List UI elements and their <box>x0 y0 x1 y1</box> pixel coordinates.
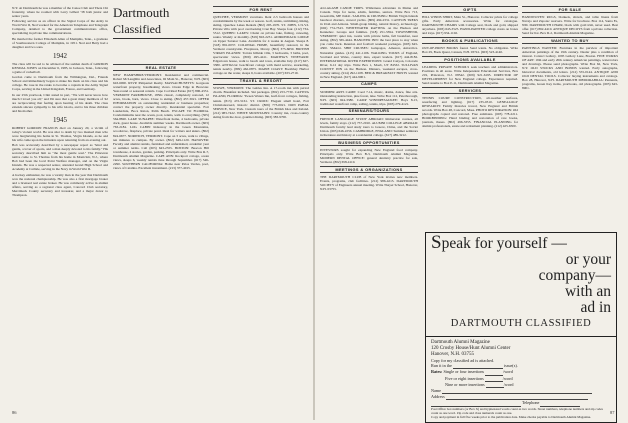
classified-ad-text: LEADING PRIVATE SCHOOLS seek teachers and administrators. Positions in all areas. Write Independent Educational Services, Box 219, Princeton, N.J. 08542. (609) 921-6195. DIRECTOR OF DEVELOPMENT for New England college. Experience required. Send resume to Box P-11, Dartmouth Alumni Magazine. <box>422 64 518 85</box>
form-address-line: 120 Crosby House/Hunt Alumni Center <box>431 346 511 351</box>
real-estate-column <box>113 62 209 408</box>
form-address-line: Dartmouth Alumni Magazine <box>431 340 490 345</box>
page-number-right: 87 <box>610 410 615 415</box>
section-heading-travel: TRAVEL & RESORT <box>213 78 309 85</box>
form-issues-label: issue(s). <box>503 363 518 369</box>
rate-description: Single or four insertions <box>443 369 485 375</box>
promo-line-1-text: peak for yourself — <box>441 235 567 252</box>
obituary-column <box>12 6 108 408</box>
class-year-heading: 1945 <box>53 115 67 124</box>
address-input-2[interactable] <box>431 400 521 406</box>
classified-ad-text: OUT-OF-PRINT BOOKS found. Send wants. No obligation. Write Box 29, Book Quest, Canaan, N.H. 03741. (603) 523-4140. <box>422 45 518 54</box>
section-heading-books: BOOKS & PUBLICATIONS <box>422 37 518 44</box>
promo-line-5: ad in <box>580 299 611 316</box>
section-heading-wanted: WANTED TO BUY <box>522 37 618 44</box>
form-run-label: Run it in the <box>431 363 452 369</box>
address-label: Address <box>431 394 445 400</box>
form-fine-print: Copy and payment in full five weeks prior to the publication date. Make checks payable to Dartmouth Alumni Magazine. <box>431 415 592 420</box>
rent-travel-column <box>213 6 309 408</box>
classified-ad-text: SUMMER ARTS CAMP: Coed 7-14, music, drama, dance, fine arts. Outstanding instruction, pine forest, lake. Write Box 112, Peterborough, N.H. (603) 924-3380. CAMP WINNIPESAUKEE: Boys 8-15, traditional waterfront camp, sailing, tennis, trips. (603) 279-4121. <box>320 89 418 106</box>
section-heading-for-rent: FOR RENT <box>213 6 309 13</box>
obit-paragraph: He married the former Elizabeth Allen of Memphis, Tenn., a graduate of Southwestern College of Memphis, in 1951. Ned and Betty had a daughter and two sons. <box>12 36 108 49</box>
classified-ad-text: STOWE, VERMONT. The Gables Inn. A 17-room inn with period charm. Breakfast included. Ski packages. (802) 253-7730. CAPTIVA ISLAND, FLORIDA: 'Tween Waters Inn, Gulf-front cottages, fishing, tennis. (813) 472-5161. ST. CROIX: Elegant small hotel, Fort Christiansvaerd, historic district. (809) 773-0021. DON PAHAL SERVICE, New York. Custom tours of the British Isles and Ireland. (212) 983-7422. WHITE MOUNTAINS: Country inn, cross-country skiing from the door, gourmet dining. (603) 383-9700. <box>213 86 309 119</box>
promo-initial: S <box>431 232 442 253</box>
section-heading-services: SERVICES <box>422 87 518 94</box>
promo-line-2: or your <box>565 251 611 268</box>
classified-ad-text: PAINTINGS WANTED: Furniture in the purview of important American paintings of the 19th century. Dealer plus a condition of interest. Contact Gallery, 1095 Gallery Lane, Boston. FINE WORKS OF ART: 19th and early 20th century American paintings, watercolors and drawings. Please send photographs. Write Box 62, New York, N.Y. OLD STOCKS AND BONDS wanted. Early autographs, historical documents, old letters. (212) 555-0144. ANTIQUE AND OLD DENTAL TOOLS. Collector buying instruments and catalogs. Box 28, Hanover, N.H. DARTMOUTH MEMORABILIA: Pennants, programs, Green Key items, yearbooks, old photographs. (603) 643-8901. <box>522 45 618 91</box>
advertise-promo-box <box>425 232 617 420</box>
form-copy-label: Copy for my classified ad is attached. <box>431 358 495 363</box>
section-heading-positions: POSITIONS AVAILABLE <box>422 56 518 63</box>
section-heading-camps: CAMPS <box>320 81 418 88</box>
class-year-heading: 1942 <box>53 51 67 60</box>
rate-description: Nine or more insertions <box>445 381 485 387</box>
form-fine-print: Post Office box numbers (or Box X) and hyphenated words count as two words. Street numbers, telephone numbers and zip codes count as one word. Zip code and class numerals count as one. <box>431 406 603 415</box>
section-heading-for-sale: FOR SALE <box>522 6 618 13</box>
obit-paragraph: Following service as an officer in the Signal Corps of the Army in World War II, Ned worked for the American Telephone and Telegraph Company, detailed to the government communications office, specializing in private line communications. <box>12 19 108 36</box>
promo-brand: DARTMOUTH CLASSIFIED <box>450 318 592 329</box>
sale-wanted-column <box>522 6 618 228</box>
section-heading-seminars: SEMINARS/TOURS <box>320 108 418 115</box>
obit-paragraph: Gordon came to Dartmouth from the Wilmington, Del., Friends School and immediately began to make his mark on his class and his college. He rose in the ranks to become a captain in the Army Signal Corps, serving in the United Kingdom, France, and Germany. <box>12 75 108 92</box>
section-heading-meetings: MEETINGS & ORGANIZATIONS <box>320 166 418 173</box>
classified-masthead <box>113 6 209 39</box>
promo-headline-frame <box>425 232 617 337</box>
obit-paragraph: ROBERT GORDON FRANCIS died on January 20, a victim of today's violent world. He was shot to death by two masked men who were burglarizing his home in St. Thomas, Virgin Islands, as he and his wife came upon the intruders upon returning from an evening out. <box>12 125 108 142</box>
promo-line-3: company— <box>538 267 611 284</box>
classified-ad-text: QUECHEE, VERMONT vacations. Rent 2-5 bedroom houses and condominiums by the week or season. Golf, tennis, swimming, hiking, skiing. Quechee Lakes Rentals (802) 295-1970. ST. JOHN, U.S.V.I. Private villa with pool overlooking Cruz Bay. Sleeps four. (212) 734-5512. QUEBEC LAKES: Chalet on private lake, fishing, canoeing, sauna. Weekly or monthly. (819) 843-2231. ADIRONDACK LODGE on Upper Saranac Lake. Available for 4 weeks in August. Sleeps 8. (518) 891-0037. COLONIAL HOME, beautifully restored, in the Vermont countryside. Fireplaces, library. (802) 375-6650. BRITISH VIRGIN ISLANDS: Tortola hillside villa, 3 bedrooms, 3 baths, pool, spectacular views. (809) 495-4411. MARTHA'S VINEYARD: Edgartown house, walk to beach and town, available July. (617) 627-3380. ANTIGUA: beachfront cottage with maid service, snorkeling, tennis nearby. (809) 462-0875. MAINE COAST: Boothbay Harbor cottage on the water, sleeps 6, boats available. (207) 633-2719. <box>213 14 309 76</box>
masthead-rule <box>113 38 209 39</box>
obit-paragraph: Bob was accurately described by a newspaper report as "kind and gentle, a lover of sports, and a man deeply devoted to his family." His secretary described him as "the most gentle soul." The Princeton native came to St. Thomas from his home in Montclair, N.J., where Bob had been the local Point Welfare manager, and on the Virgin Islands. He was a respected senior, attended Grand High School and Academy at Carlisle, serving in the Navy in World War II. <box>12 143 108 172</box>
order-form <box>425 337 617 423</box>
rate-description: Five or eight insertions <box>445 375 484 381</box>
page-gutter <box>313 0 315 420</box>
masthead-title: Dartmouth <box>113 5 170 20</box>
misc-ads-column <box>320 6 418 408</box>
form-address-line: Hanover, N.H. 03755 <box>431 352 474 357</box>
obit-paragraph: N.Y. At Dartmouth he was a member of the Canoe Club and Theta Chi fraternity, where he roomed with Larry Gilbert '38 both junior and senior years. <box>12 6 108 19</box>
classified-ad-text: THE DARTMOUTH CLUB of New York invites new members. Events, programs, club facilities. (212) 986-4213. DARTMOUTH SOCIETY of Engineers annual meeting. Write Thayer School, Hanover, N.H. 03755. <box>320 174 418 191</box>
masthead-subtitle: Classified <box>113 22 161 36</box>
promo-line-4: with an <box>564 283 611 300</box>
section-heading-gifts: GIFTS <box>422 6 518 13</box>
obit-paragraph: A hockey enthusiast, he was a varsity man in the year that Dartmouth won the national championship. He was also a first mortgage broker and a licensed real estate broker. He was commonly active in alumni affairs, serving as a regional class agent, Concord Club secretary, Merrimack County secretary and treasurer, and a major donor to Thompson. <box>12 172 108 197</box>
section-heading-business: BUSINESS OPPORTUNITIES <box>320 139 418 146</box>
classified-ad-text: FRENCH LANGUAGE STUDY ABROAD: Immersion courses, all levels, family stays. (212) 757-2010. ALUMNI COLLEGE ABROAD: Dartmouth faculty lead study tours to Greece, China, and the Soviet Union. (603) 646-2256. CAMBRIDGE, ENGLAND: Summer seminars in literature and history at a residential college. (617) 489-3212. <box>320 116 418 137</box>
classified-ad-text: NEW HAMPSHIRE/VERMONT. Residential and commercial. Robert McLaughlin and Associates, 92 Main St., Hanover, N.H. (603) 643-6000. RSVP. Pimpernel Realty. MASSACHUSETTS: Gorgeous waterfront property, breathtaking views. Ocean Edge in Brewster. Year-round or seasonal rentals. Cape Cod Real Estate (617) 896-4331. VERMONT FARMHOUSE, 1850s classic, completely restored, 12 acres, brook, barn, views. Close to skiing. (802) 457-3021. OFFER INFORMATION on outstanding residential or business properties; contact the property owner directly. Residential specialist. Fort Lauderdale, Boca Raton, Palm Beach. ESCAPE TO FLORIDA. Condominiums near the ocean, pool, tennis, walk to everything. (305) 564-8820. LAKE SUNAPEE: Waterfront home, 4 bedrooms, private dock, guest house. Available summer weeks. Dartmouth owner. (603) 763-2184. LOG CABIN hideaway in the Green Mountains, woodstove, fireplace, private pond. Ideal for writers and skiers. (802) 824-6677. NORWICH, VERMONT. Cape on 3 acres, walk to village, ten minutes to campus. By owner. (802) 649-1120. HANOVER: Faculty and alumni rentals, furnished and unfurnished, academic year or summer terms. Call (603) 643-2355. BOSTON: Beacon Hill townhouse, 4 stories, garden, parking. Principals only. Write Box R-7, Dartmouth Alumni Magazine. CAPE ANN: Rockport cottage, ocean views, sleeps 6, weekly rentals June through September. (617) 546-2290. SOUTHERN CALIFORNIA: Home near Palos Verdes, pool, views of Catalina. Excellent investment. (213) 377-4015. <box>113 72 209 170</box>
section-heading-real-estate: REAL ESTATE <box>113 64 209 71</box>
promo-line-1 <box>431 232 611 253</box>
rate-unit: /word <box>503 381 514 387</box>
telephone-label: Telephone <box>521 400 540 406</box>
classified-ad-text: ALLAGASH CANOE TRIPS. Wilderness adventure in Maine and Canada. Trips for teens, adults, families, seniors. Write Box 713, Greenville, ME 04441. SAILING & CRUISING: British Virgin Islands bareboat charters, crewed yachts. (809) 494-2331. CANYON TREKS in Utah and Arizona. Small-group hiking, natural history, archaeology. (602) 774-7343. WHITEWATER RAFTING on the Hudson and Kennebec. Groups and families. (518) 251-3394. TOWNSHEND, VERMONT: quiet inn, rooms with private baths, full breakfast, near skiing. (802) 365-4444. HANOVER INN: the best place to stay when you come back. Reunion and football weekend packages. (603) 643-4300. SMALL SHIP CRUISES: Galapagos, Amazon, Antarctica. Naturalist guides. (415) 441-1106. WALKING TOURS of England, Scotland and Wales, country inns, expert leaders. (617) 444-8182. INTERNATIONAL RIVER EXPEDITIONS: Grand Canyon, Colorado River, 6-12 day trips. Write Box 1, Moab, UT 84532. SULLIVAN COUNTY INN on the Hudson. Dinners, weekend escapes, cross-country skiing. (914) 292-1108. BED & BREAKFAST HOSTS wanted in New England. (617) 444-9001. <box>320 6 418 79</box>
obit-paragraph: The class will be sad to be advised of the sudden death of GORDON KENDAL JONES on December 6, 1985, in Jackson, Tenn., following a game of racketball. <box>12 61 108 74</box>
classified-ad-text: HANDWOVEN RUGS, blankets, shawls, and table linens from Navajo and Zapotec weavers. Write for brochure. Box 114, Santa Fe, NM. DARTMOUTH CHAIR, black with gold trim, never used. Best offer. (617) 862-4410. ANTIQUE DECOYS from a private collection. Send for list. Box D-2, Dartmouth Alumni Magazine. <box>522 14 618 36</box>
page-number-left: 86 <box>12 410 17 415</box>
name-label: Name <box>431 388 441 394</box>
telephone-input[interactable] <box>540 400 580 406</box>
classified-ad-text: TENNIS COURT CONSTRUCTION, all-weather surfaces, resurfacing and lighting. (617) 235-0310. GENEALOGY RESEARCH: Family histories traced, New England and British records. Write Box 48, Concord, Mass. PHOTO RESTORATION: Old photographs copied and restored. Free estimates. (603) 778-2211. BOOKBINDING: Hand binding and restoration of rare books, journals, theses. (802) 496-3355. FINANCIAL PLANNING for alumni professionals, estate and retirement planning. (212) 425-6500. <box>422 95 518 129</box>
classified-ad-text: INVESTORS sought for expanding New England food company. Principals only. Write Box B-3, Dartmouth Alumni Magazine. MODERN DENTAL OFFICE: general dentistry practice for sale, Vermont. (802) 658-4110. <box>320 147 418 164</box>
rates-label: Rates: <box>431 369 443 375</box>
classified-ad-text: HILL WINDS SHIRT, Main St., Hanover. Collector prints for college gifts. Early American accessories. Write for catalogue. DARTMOUTH CHAIRS with College seal, black and gold, shipped anywhere. (603) 643-3525. HAND-PAINTED college crests on boxes and trays. (617) 934-1102. <box>422 14 518 36</box>
obit-paragraph: In our 25th yearbook, Clint stated in part, "We will never know how much I loved you all," and I'm sure that a great many members of '42 are reciprocating that feeling upon hearing of his death. The class extends sincere sympathy to his wife Gloria, and to his three children and his mother. <box>12 92 108 113</box>
rate-unit: /word <box>502 375 513 381</box>
gifts-services-column <box>422 6 518 228</box>
rate-unit: /word <box>503 369 513 375</box>
